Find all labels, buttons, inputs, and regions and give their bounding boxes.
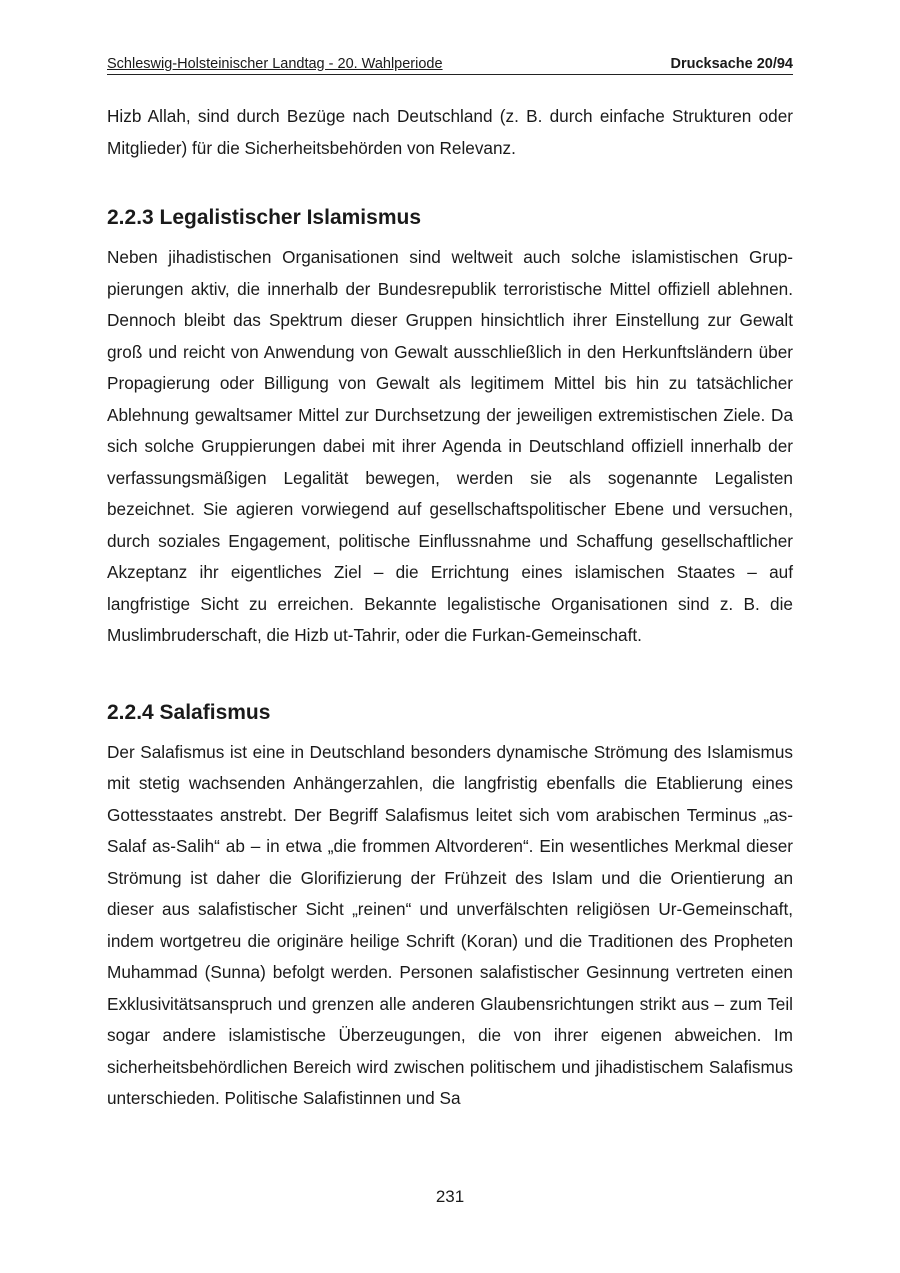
document-number: Drucksache 20/94 — [670, 56, 793, 72]
section-paragraph-legalistischer-islamismus: Neben jihadistischen Organisationen sind weltweit auch solche islamistischen Gruppierungen aktiv, die innerhalb der Bundesrepublik terroristische Mittel offiziell ablehnen. Dennoch bleibt das Spektrum dieser Gruppen hinsichtlich ihrer Einstellung zur Gewalt groß und reicht von Anwendung von Gewalt ausschließlich in den Herkunftsländern über Propagierung oder Billigung von Gewalt als legitimem Mittel bis hin zu tatsächlicher Ablehnung gewaltsamer Mittel zur Durchsetzung der jeweiligen extremistischen Ziele. Da sich solche Gruppierungen dabei mit ihrer Agenda in Deutschland offiziell innerhalb der verfassungsmäßigen Legalität bewegen, werden sie als sogenannte Legalisten bezeichnet. Sie agieren vorwiegend auf gesellschaftspolitischer Ebene und versuchen, durch soziales Engagement, politische Einflussnahme und Schaffung gesellschaftlicher Akzeptanz ihr eigentliches Ziel – die Errichtung eines islamischen Staates – auf langfristige Sicht zu erreichen. Bekannte legalistische Organisationen sind z. B. die Muslimbruderschaft, die Hizb ut-Tahrir, oder die Furkan-Gemeinschaft. — [107, 247, 793, 645]
section-paragraph-salafismus: Der Salafismus ist eine in Deutschland besonders dynamische Strömung des Islamismus mit stetig wachsenden Anhängerzahlen, die langfristig ebenfalls die Etablierung eines Gottesstaates anstrebt. Der Begriff Salafismus leitet sich vom arabischen Terminus „as-Salaf as-Salih“ ab – in etwa „die frommen Altvorderen“. Ein wesentliches Merkmal dieser Strömung ist daher die Glorifizierung der Frühzeit des Islam und die Orientierung an dieser aus salafistischer Sicht „reinen“ und unverfälschten religiösen Ur-Gemeinschaft, indem wortgetreu die originäre heilige Schrift (Koran) und die Traditionen des Propheten Muhammad (Sunna) befolgt werden. Personen salafistischer Gesinnung vertreten einen Exklusivitätsanspruch und grenzen alle anderen Glaubensrichtungen strikt aus – zum Teil sogar andere islamistische Überzeugungen, die von ihrer eigenen abweichen. Im sicherheitsbehördlichen Bereich wird zwischen politischem und jihadistischem Salafismus unterschieden. Politische Salafistinnen und Sa — [107, 741, 793, 1108]
page-header — [107, 54, 793, 75]
intro-paragraph: Hizb Allah, sind durch Bezüge nach Deutschland (z. B. durch einfache Strukturen oder Mitglieder) für die Sicherheitsbehörden von Relevanz. — [107, 106, 793, 158]
page-number: 231 — [435, 1187, 465, 1206]
section-heading-legalistischer-islamismus: 2.2.3 Legalistischer Islamismus — [107, 206, 421, 229]
page-content — [107, 101, 793, 1115]
section-heading-salafismus: 2.2.4 Salafismus — [107, 700, 271, 724]
header-title: Schleswig-Holsteinischer Landtag - 20. Wahlperiode — [107, 56, 443, 72]
